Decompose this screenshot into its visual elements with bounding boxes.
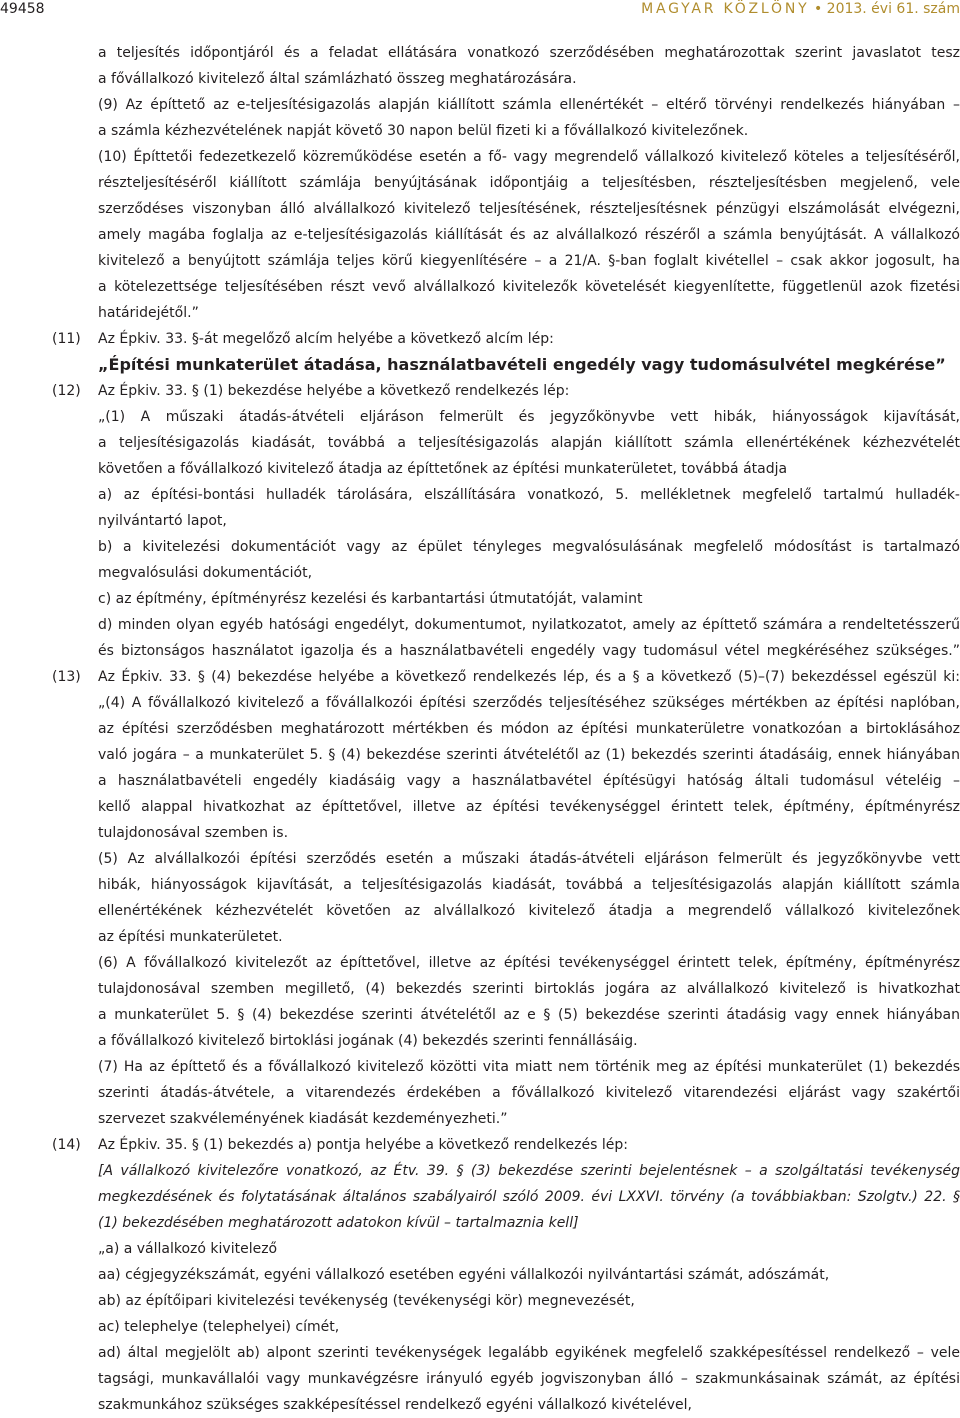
text-line bbox=[0, 976, 960, 1002]
text-line bbox=[0, 716, 960, 742]
text-line bbox=[0, 508, 960, 534]
line-text: nyilvántartó lapot, bbox=[98, 513, 227, 529]
line-text: ac) telephelye (telephelyei) címét, bbox=[98, 1319, 340, 1335]
line-text: a teljesítés időpontjáról és a feladat ellátására vonatkozó szerződésében meghatározottak szerint javaslatot tesz bbox=[98, 45, 960, 61]
text-line bbox=[0, 768, 960, 794]
text-line bbox=[0, 170, 960, 196]
text-line bbox=[0, 1132, 960, 1158]
line-text: hibák, hiányosságok kijavítását, a teljesítésigazolás kiadását, továbbá a teljesítésigazolás alapján kiállított számla bbox=[98, 877, 960, 893]
line-text: „(1) A műszaki átadás-átvételi eljáráson felmerült és jegyzőkönyvbe vett hibák, hiányosságok kijavítását, bbox=[98, 409, 960, 425]
journal-title bbox=[641, 1, 960, 17]
text-line bbox=[0, 196, 960, 222]
line-text: szerződéses viszonyban álló alvállalkozó kivitelező teljesítésének, részteljesítésnek pénzügyi elszámolását elvégezni, bbox=[98, 201, 960, 217]
line-text: ab) az építőipari kivitelezési tevékenység (tevékenységi kör) megnevezését, bbox=[98, 1293, 635, 1309]
line-text: b) a kivitelezési dokumentációt vagy az épület tényleges megvalósulásának megfelelő módosítást is tartalmazó bbox=[98, 539, 960, 555]
line-text: Az Épkiv. 33. § (1) bekezdése helyébe a következő rendelkezés lép: bbox=[98, 383, 570, 399]
line-text: szervezet szakvéleményének kiadását kezdeményezheti.” bbox=[98, 1111, 508, 1127]
line-text: való jogára – a munkaterület 5. § (4) bekezdése szerinti átvételétől az (1) bekezdés szerinti átadásáig, ennek hiányában bbox=[98, 747, 960, 763]
line-text: a munkaterület 5. § (4) bekezdése szerinti átvételétől az e § (5) bekezdése szerinti átadásig vagy ennek hiányában bbox=[98, 1007, 960, 1023]
text-line bbox=[0, 326, 960, 352]
text-line bbox=[0, 534, 960, 560]
text-line bbox=[0, 482, 960, 508]
text-line bbox=[0, 274, 960, 300]
text-line bbox=[0, 1002, 960, 1028]
line-text: az építési munkaterületet. bbox=[98, 929, 283, 945]
document-body bbox=[0, 40, 960, 1418]
page-header bbox=[0, 0, 960, 24]
line-text: c) az építmény, építményrész kezelési és karbantartási útmutatóját, valamint bbox=[98, 591, 643, 607]
text-line bbox=[0, 794, 960, 820]
text-line bbox=[0, 690, 960, 716]
text-line bbox=[0, 222, 960, 248]
line-text: (10) Építtetői fedezetkezelő közreműködése esetén a fő- vagy megrendelő vállalkozó kivitelező köteles a teljesítéséről, bbox=[98, 149, 960, 165]
text-line bbox=[0, 1236, 960, 1262]
line-text: Az Épkiv. 35. § (1) bekezdés a) pontja helyébe a következő rendelkezés lép: bbox=[98, 1137, 628, 1153]
text-line bbox=[0, 378, 960, 404]
text-line bbox=[0, 898, 960, 924]
line-text: szerinti átadás-átvétele, a vitarendezés érdekében a fővállalkozó kivitelező vitarendezési eljárást vagy szakértői bbox=[98, 1085, 960, 1101]
line-text: szakmunkához szükséges szakképesítéssel rendelkező egyéni vállalkozó kivételével, bbox=[98, 1397, 692, 1413]
line-text: (1) bekezdésében meghatározott adatokon kívül – tartalmaznia kell] bbox=[98, 1215, 579, 1231]
line-text: részteljesítéséről kiállított számlája benyújtásának időpontjáig a teljesítésben, részteljesítésben megjelenő, vele bbox=[98, 175, 960, 191]
text-line bbox=[0, 40, 960, 66]
line-text: megkezdésének és folytatásának általános szabályairól szóló 2009. évi LXXVI. törvény (a továbbiakban: Szolgtv.) 22. § bbox=[98, 1189, 960, 1205]
text-line bbox=[0, 742, 960, 768]
text-line bbox=[0, 820, 960, 846]
line-text: követően a fővállalkozó kivitelező átadja az építtetőnek az építési munkaterületet, továbbá átadja bbox=[98, 461, 788, 477]
line-text: ellenértékének kézhezvételét követően az alvállalkozó kivitelező átadja a megrendelő vállalkozó kivitelezőnek bbox=[98, 903, 960, 919]
text-line bbox=[0, 950, 960, 976]
text-line bbox=[0, 1106, 960, 1132]
text-line bbox=[0, 586, 960, 612]
line-text: ad) által megjelölt ab) alpont szerinti tevékenységek legalább egyikének megfelelő szakképesítéssel rendelkező – vele bbox=[98, 1345, 960, 1361]
line-text: Az Épkiv. 33. § (4) bekezdése helyébe a következő rendelkezés lép, és a § a következő (5)–(7) bekezdéssel egészül ki: bbox=[98, 669, 960, 685]
line-text: amely magába foglalja az e-teljesítésigazolás kiállítását és az alvállalkozó részéről a számla benyújtását. A vállalkozó bbox=[98, 227, 960, 243]
text-line bbox=[0, 1314, 960, 1340]
text-line bbox=[0, 404, 960, 430]
text-line bbox=[0, 1340, 960, 1366]
text-line bbox=[0, 300, 960, 326]
text-line bbox=[0, 872, 960, 898]
text-line bbox=[0, 456, 960, 482]
line-text: (5) Az alvállalkozói építési szerződés esetén a műszaki átadás-átvételi eljáráson felmerült és jegyzőkönyvbe vett bbox=[98, 851, 960, 867]
line-text: a teljesítésigazolás kiadását, továbbá a teljesítésigazolás alapján kiállított számla ellenértékének kézhezvételét bbox=[98, 435, 960, 451]
text-line bbox=[0, 638, 960, 664]
text-line bbox=[0, 846, 960, 872]
line-text: „Építési munkaterület átadása, használatbavételi engedély vagy tudomásulvétel megkérése” bbox=[98, 355, 946, 374]
line-text: (7) Ha az építtető és a fővállalkozó kivitelező közötti vita miatt nem történik meg az építési munkaterület (1) bekezdés bbox=[98, 1059, 960, 1075]
line-text: a fővállalkozó kivitelező birtoklási jogának (4) bekezdés szerinti fennállásáig. bbox=[98, 1033, 638, 1049]
line-text: és biztonságos használatot igazolja és a használatbavételi engedély vagy tudomásul vétel megkéréséhez szükséges.” bbox=[98, 643, 960, 659]
line-text: [A vállalkozó kivitelezőre vonatkozó, az Étv. 39. § (3) bekezdése szerinti bejelentésnek – a szolgáltatási tevékenység bbox=[98, 1163, 960, 1179]
text-line bbox=[0, 560, 960, 586]
text-line bbox=[0, 144, 960, 170]
line-text: kivitelező a benyújtott számlája teljes körű kiegyenlítésére – a 21/A. §-ban foglalt kivétellel – csak akkor jogosult, ha bbox=[98, 253, 960, 269]
line-text: a használatbavételi engedély kiadásáig vagy a használatbavétel építésügyi hatóság általi tudomásul vételéig – bbox=[98, 773, 960, 789]
text-line bbox=[0, 664, 960, 690]
line-text: tagsági, munkavállalói vagy munkavégzésre irányuló egyéb jogviszonyban álló – szakmunkásainak számát, az építési bbox=[98, 1371, 960, 1387]
line-text: „(4) A fővállalkozó kivitelező a fővállalkozói építési szerződés teljesítéséhez szükséges mértékben az építési naplóban, bbox=[98, 695, 960, 711]
text-line bbox=[0, 1080, 960, 1106]
issue-number: 2013. évi 61. szám bbox=[826, 1, 960, 17]
amendment-number: (12) bbox=[52, 383, 81, 399]
text-line bbox=[0, 430, 960, 456]
line-text: d) minden olyan egyéb hatósági engedélyt, dokumentumot, nyilatkozatot, amely az építtető számára a rendeltetésszerű bbox=[98, 617, 960, 633]
text-line bbox=[0, 1366, 960, 1392]
page-number: 49458 bbox=[0, 1, 45, 17]
text-line bbox=[0, 92, 960, 118]
text-line bbox=[0, 1158, 960, 1184]
line-text: tulajdonosával szemben is. bbox=[98, 825, 289, 841]
text-line bbox=[0, 1288, 960, 1314]
line-text: határidejétől.” bbox=[98, 305, 199, 321]
header-separator: • bbox=[813, 1, 823, 17]
text-line bbox=[0, 1028, 960, 1054]
text-line bbox=[0, 118, 960, 144]
section-heading bbox=[0, 352, 960, 378]
amendment-number: (13) bbox=[52, 669, 81, 685]
line-text: a számla kézhezvételének napját követő 30 napon belül fizeti ki a fővállalkozó kivitelezőnek. bbox=[98, 123, 749, 139]
line-text: megvalósulási dokumentációt, bbox=[98, 565, 313, 581]
amendment-number: (11) bbox=[52, 331, 81, 347]
text-line bbox=[0, 1184, 960, 1210]
line-text: (9) Az építtető az e-teljesítésigazolás alapján kiállított számla ellenértékét – eltérő törvényi rendelkezés hiányában – bbox=[98, 97, 960, 113]
line-text: (6) A fővállalkozó kivitelezőt az építtetővel, illetve az építési tevékenységgel érintett telek, építmény, építményrész bbox=[98, 955, 960, 971]
text-line bbox=[0, 248, 960, 274]
text-line bbox=[0, 66, 960, 92]
text-line bbox=[0, 1210, 960, 1236]
line-text: a fővállalkozó kivitelező által számlázható összeg meghatározására. bbox=[98, 71, 577, 87]
line-text: a) az építési-bontási hulladék tárolására, elszállítására vonatkozó, 5. mellékletnek megfelelő tartalmú hulladék- bbox=[98, 487, 960, 503]
line-text: kellő alappal hivatkozhat az építtetővel, illetve az építési tevékenységgel érintett telek, építmény, építményrész bbox=[98, 799, 960, 815]
text-line bbox=[0, 924, 960, 950]
line-text: a kötelezettsége teljesítésében részt vevő alvállalkozó kivitelezők követelését kiegyenlítette, függetlenül azok fizetési bbox=[98, 279, 960, 295]
line-text: Az Épkiv. 33. §-át megelőző alcím helyébe a következő alcím lép: bbox=[98, 331, 554, 347]
line-text: „a) a vállalkozó kivitelező bbox=[98, 1241, 278, 1257]
line-text: tulajdonosával szemben megillető, (4) bekezdés szerinti birtoklás jogára az alvállalkozó kivitelező is hivatkozhat bbox=[98, 981, 960, 997]
text-line bbox=[0, 612, 960, 638]
text-line bbox=[0, 1392, 960, 1418]
text-line bbox=[0, 1054, 960, 1080]
line-text: aa) cégjegyzékszámát, egyéni vállalkozó esetében egyéni vállalkozói nyilvántartási számát, adószámát, bbox=[98, 1267, 830, 1283]
journal-name: MAGYAR KÖZLÖNY bbox=[641, 1, 810, 17]
amendment-number: (14) bbox=[52, 1137, 81, 1153]
text-line bbox=[0, 1262, 960, 1288]
line-text: az építési szerződésben meghatározott mértékben és módon az építési munkaterületre vonatkozóan a birtoklásához bbox=[98, 721, 960, 737]
